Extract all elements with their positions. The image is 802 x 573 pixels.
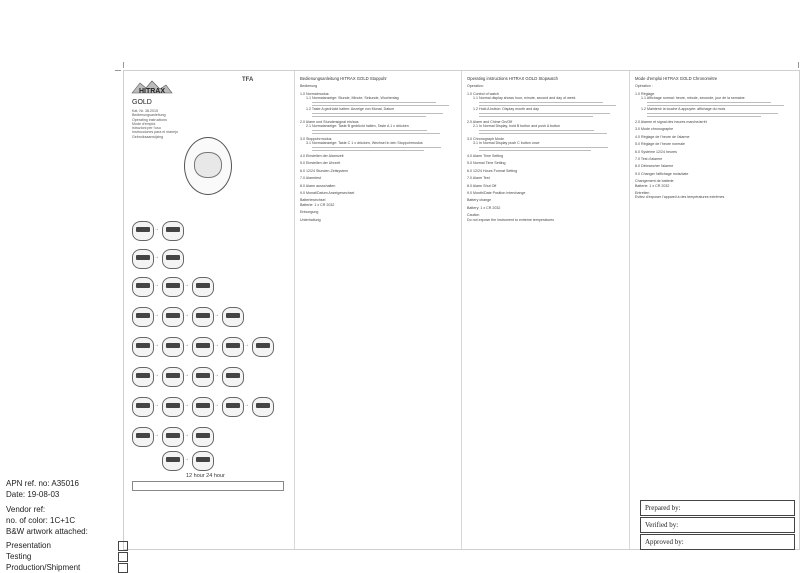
vendor-ref: Vendor ref: bbox=[6, 505, 46, 514]
model-name bbox=[132, 99, 152, 106]
lcd-digits bbox=[196, 457, 210, 462]
watch-display-diagram bbox=[132, 397, 154, 417]
lcd-digits bbox=[166, 283, 180, 288]
instruction-line: Batterie: 1 x CR 2032 bbox=[300, 202, 335, 207]
testing-checkbox[interactable] bbox=[118, 552, 128, 562]
text-filler bbox=[312, 130, 427, 131]
arrow-right-icon: → bbox=[184, 402, 189, 408]
date: Date: 19-08-03 bbox=[6, 490, 60, 499]
text-filler bbox=[312, 116, 426, 117]
arrow-right-icon: → bbox=[244, 402, 249, 408]
instruction-line: Evitez d'exposer l'appareil à des températures extrêmes bbox=[635, 195, 725, 200]
instruction-line: 5.0 Normal Time Setting bbox=[467, 161, 506, 166]
lcd-digits bbox=[136, 373, 150, 378]
watch-display-diagram bbox=[132, 337, 154, 357]
text-filler bbox=[647, 113, 778, 114]
crop-mark bbox=[798, 62, 799, 68]
arrow-right-icon: → bbox=[184, 432, 189, 438]
instruction-line: 8.0 Débrancher l'alarme bbox=[635, 164, 674, 169]
crop-mark bbox=[123, 62, 124, 68]
text-filler bbox=[479, 133, 607, 134]
lcd-digits bbox=[226, 403, 240, 408]
instruction-line: 5.0 Réglage de l'heure normale bbox=[635, 142, 686, 147]
instruction-line: 4.0 Réglage de l'heure de l'alarme bbox=[635, 134, 690, 139]
instruction-line: 7.0 Alarmtest bbox=[300, 176, 321, 181]
instruction-line: 1.0 Normalmodus: bbox=[300, 91, 330, 96]
instruction-line: Opération : bbox=[635, 84, 653, 89]
check-label: Presentation bbox=[6, 541, 51, 550]
lcd-digits bbox=[256, 343, 270, 348]
instruction-line: 2.1 In Normal Display, hold B button and push A button bbox=[473, 124, 561, 129]
lcd-digits bbox=[136, 283, 150, 288]
instruction-line: 3.1 In Normal Display push C button once bbox=[473, 141, 540, 146]
check-testing bbox=[6, 551, 128, 562]
arrow-right-icon: → bbox=[214, 342, 219, 348]
watch-display-diagram bbox=[162, 249, 184, 269]
instruction-line: 1.0 Réglage bbox=[635, 91, 655, 96]
instruction-line: Battery change bbox=[467, 198, 492, 203]
watch-illustration bbox=[184, 137, 232, 195]
lcd-digits bbox=[166, 343, 180, 348]
french-instructions bbox=[635, 77, 795, 200]
instruction-line: 6.0 Système 12/24 heures bbox=[635, 149, 677, 154]
watch-display-diagram bbox=[162, 367, 184, 387]
watch-display-diagram bbox=[192, 367, 214, 387]
approved-by-field[interactable]: Approved by: bbox=[640, 534, 795, 550]
logo-text: HITRAX bbox=[138, 88, 166, 95]
arrow-right-icon: → bbox=[154, 226, 159, 232]
watch-display-diagram bbox=[192, 277, 214, 297]
instruction-line: 1.1 Normal display shows hour, minute, second and day of week bbox=[473, 96, 576, 101]
watch-display-diagram bbox=[162, 451, 184, 471]
production-checkbox[interactable] bbox=[118, 563, 128, 573]
lcd-digits bbox=[166, 373, 180, 378]
text-filler bbox=[647, 105, 784, 106]
lcd-digits bbox=[136, 227, 150, 232]
text-filler bbox=[479, 130, 594, 131]
instruction-line: 4.0 Einstellen der Alarmzeit bbox=[300, 154, 344, 158]
instruction-line: 1.2 Taste A gedrückt halten: Anzeige von Monat, Datum bbox=[306, 107, 395, 112]
watch-display-diagram bbox=[132, 367, 154, 387]
fold-line bbox=[629, 71, 630, 549]
watch-display-diagram bbox=[132, 427, 154, 447]
instruction-line: 2.0 Alarme et signal des heures marche/arrêt bbox=[635, 120, 707, 124]
lcd-digits bbox=[136, 343, 150, 348]
german-instructions bbox=[300, 77, 460, 222]
watch-display-diagram bbox=[162, 397, 184, 417]
instruction-line: 1.1 Affichage normal: heure, minute, seconde, jour de la semaine bbox=[641, 96, 745, 101]
prepared-by-field[interactable]: Prepared by: bbox=[640, 500, 795, 516]
presentation-checkbox[interactable] bbox=[118, 541, 128, 551]
lcd-digits bbox=[166, 255, 180, 260]
article-number: Kat. Nr. 38.2015 bbox=[132, 109, 158, 113]
instruction-line: 8.0 Alarm ausschalten bbox=[300, 183, 336, 188]
watch-display-diagram bbox=[192, 337, 214, 357]
arrow-right-icon: → bbox=[184, 456, 189, 462]
instruction-line: 3.0 Mode chronographe bbox=[635, 127, 674, 132]
watch-display-diagram bbox=[132, 277, 154, 297]
watch-display-diagram bbox=[222, 367, 244, 387]
instruction-line: 6.0 12/24 Stunden-Zeitsystem bbox=[300, 168, 348, 173]
tfa-mark: TFA bbox=[242, 77, 254, 83]
watch-display-diagram bbox=[132, 249, 154, 269]
panel-heading: Mode d'emploi HITRAX GOLD Chronomètre bbox=[635, 76, 718, 81]
caption-box bbox=[132, 481, 284, 491]
instruction-line: 4.0 Alarm Time Setting bbox=[467, 154, 504, 158]
lcd-digits bbox=[166, 313, 180, 318]
lcd-digits bbox=[196, 343, 210, 348]
apn-ref: APN ref. no: A35016 bbox=[6, 479, 79, 488]
instruction-line: Batteriewechsel bbox=[300, 198, 326, 203]
language-item: Gebruiksaanwijzing bbox=[132, 134, 164, 139]
lcd-digits bbox=[136, 255, 150, 260]
watch-display-diagram bbox=[162, 307, 184, 327]
arrow-right-icon: → bbox=[244, 342, 249, 348]
lcd-digits bbox=[136, 403, 150, 408]
instruction-line: Battery: 1 x CR 2032 bbox=[467, 205, 501, 210]
instruction-line: Entretien bbox=[635, 191, 650, 196]
instruction-line: 2.0 Alarm und Stundensignal ein/aus bbox=[300, 120, 359, 124]
arrow-right-icon: → bbox=[214, 402, 219, 408]
instruction-line: 1.1 Normalanzeige: Stunde, Minute, Sekunde, Wochentag bbox=[306, 96, 399, 101]
watch-display-diagram bbox=[222, 337, 244, 357]
watch-display-diagram bbox=[192, 397, 214, 417]
english-instructions bbox=[467, 77, 627, 222]
watch-display-diagram bbox=[192, 307, 214, 327]
text-filler bbox=[312, 102, 436, 103]
panel-heading: Bedienungsanleitung HITRAX GOLD Stoppuhr bbox=[300, 76, 387, 81]
instruction-line: 1.2 Hold A button: Display month and day bbox=[473, 107, 539, 112]
watch-display-diagram bbox=[222, 397, 244, 417]
text-filler bbox=[479, 105, 616, 106]
instruction-line: Changement de batterie bbox=[635, 179, 674, 184]
instruction-line: 8.0 Alarm Shut Off bbox=[467, 183, 497, 188]
model-label: GOLD bbox=[132, 99, 152, 106]
check-production bbox=[6, 562, 128, 573]
language-item: Mode d'emploi bbox=[132, 121, 156, 126]
lcd-digits bbox=[136, 433, 150, 438]
arrow-right-icon: → bbox=[154, 282, 159, 288]
text-filler bbox=[312, 113, 443, 114]
fold-line bbox=[461, 71, 462, 549]
instruction-line: 2.1 Normalanzeige: Taste B gedrückt halten, Taste A 1 x drücken bbox=[306, 124, 409, 129]
vendor-info bbox=[6, 478, 128, 573]
language-item: Operating instructions bbox=[132, 117, 167, 122]
watch-display-diagram bbox=[162, 427, 184, 447]
language-item: Istruzioni per l'uso bbox=[132, 126, 161, 131]
watch-display-diagram bbox=[252, 397, 274, 417]
instruction-line: 6.0 12/24 Hours Format Setting bbox=[467, 168, 518, 173]
arrow-right-icon: → bbox=[214, 372, 219, 378]
text-filler bbox=[647, 116, 761, 117]
instruction-line: Entsorgung bbox=[300, 210, 319, 215]
instruction-line: 7.0 Alarm Test bbox=[467, 176, 490, 181]
arrow-right-icon: → bbox=[184, 342, 189, 348]
text-filler bbox=[312, 150, 424, 151]
hitrax-logo-icon bbox=[130, 79, 174, 97]
instruction-line: Batterie: 1 x CR 2032 bbox=[635, 183, 670, 188]
check-label: Production/Shipment bbox=[6, 563, 81, 572]
watch-display-diagram bbox=[222, 307, 244, 327]
arrow-right-icon: → bbox=[154, 342, 159, 348]
text-filler bbox=[479, 102, 603, 103]
check-label: Testing bbox=[6, 552, 32, 561]
text-filler bbox=[479, 113, 610, 114]
instruction-line: 9.0 Monat/Datum Anzeigewechsel bbox=[300, 191, 355, 196]
arrow-right-icon: → bbox=[184, 282, 189, 288]
instruction-line: 3.0 Chronograph Mode bbox=[467, 137, 504, 141]
instruction-line: 9.0 Month/Date Position Interchange bbox=[467, 191, 526, 196]
watch-display-diagram bbox=[132, 221, 154, 241]
crop-mark bbox=[115, 70, 121, 71]
arrow-right-icon: → bbox=[154, 432, 159, 438]
instruction-line: Do not expose the instrument to extreme temperatures bbox=[467, 217, 555, 222]
text-filler bbox=[479, 147, 608, 148]
watch-display bbox=[194, 152, 222, 178]
instruction-sheet bbox=[123, 70, 800, 550]
lcd-digits bbox=[136, 313, 150, 318]
lcd-digits bbox=[226, 313, 240, 318]
arrow-right-icon: → bbox=[214, 312, 219, 318]
text-filler bbox=[479, 116, 593, 117]
instruction-line: 7.0 Test d'alarme bbox=[635, 157, 663, 162]
lcd-digits bbox=[196, 373, 210, 378]
lcd-digits bbox=[166, 457, 180, 462]
arrow-right-icon: → bbox=[184, 372, 189, 378]
watch-display-diagram bbox=[162, 221, 184, 241]
watch-display-diagram bbox=[162, 277, 184, 297]
arrow-right-icon: → bbox=[154, 372, 159, 378]
lcd-digits bbox=[166, 433, 180, 438]
instruction-line: 9.0 Changer l'affichage mois/date bbox=[635, 171, 689, 176]
hour-toggle-label: 12 hour 24 hour bbox=[186, 473, 225, 479]
instruction-line: Bedienung bbox=[300, 84, 318, 89]
panel-heading: Operating instructions HITRAX GOLD Stopwatch bbox=[467, 76, 558, 81]
instruction-line: 3.0 Stoppuhrmodus bbox=[300, 137, 332, 141]
lcd-digits bbox=[196, 403, 210, 408]
check-presentation bbox=[6, 540, 128, 551]
watch-display-diagram bbox=[162, 337, 184, 357]
language-item: Bedienungsanleitung bbox=[132, 113, 166, 118]
text-filler bbox=[647, 102, 771, 103]
watch-display-diagram bbox=[192, 451, 214, 471]
artwork-attached: B&W artwork attached: bbox=[6, 527, 88, 536]
text-filler bbox=[479, 150, 591, 151]
instruction-line: 1.0 Control of watch bbox=[467, 91, 499, 96]
language-list bbox=[132, 109, 178, 139]
colour-count: no. of color: 1C+1C bbox=[6, 516, 76, 525]
lcd-digits bbox=[196, 433, 210, 438]
lcd-digits bbox=[196, 283, 210, 288]
lcd-digits bbox=[196, 313, 210, 318]
instruction-line: 2.0 Alarm and Chime On/Off bbox=[467, 120, 513, 124]
instruction-line: Operation: bbox=[467, 84, 484, 89]
watch-display-diagram bbox=[132, 307, 154, 327]
arrow-right-icon: → bbox=[154, 254, 159, 260]
text-filler bbox=[312, 133, 440, 134]
fold-line bbox=[294, 71, 295, 549]
lcd-digits bbox=[166, 227, 180, 232]
lcd-digits bbox=[166, 403, 180, 408]
instruction-line: Unterhaltung bbox=[300, 217, 321, 222]
lcd-digits bbox=[256, 403, 270, 408]
arrow-right-icon: → bbox=[184, 312, 189, 318]
lcd-digits bbox=[226, 373, 240, 378]
arrow-right-icon: → bbox=[154, 402, 159, 408]
verified-by-field[interactable]: Verified by: bbox=[640, 517, 795, 533]
instruction-line: 3.1 Normalanzeige: Taste C 1 x drücken, Wechsel in den Stoppuhrmodus bbox=[306, 141, 423, 146]
text-filler bbox=[312, 147, 441, 148]
lcd-digits bbox=[226, 343, 240, 348]
language-item: Instrucciones para el manejo bbox=[132, 130, 178, 135]
watch-display-diagram bbox=[252, 337, 274, 357]
watch-display-diagram bbox=[192, 427, 214, 447]
instruction-line: 1.2 Maintenir la touche A appuyée: affichage du mois bbox=[641, 107, 726, 112]
instruction-line: Caution bbox=[467, 213, 480, 218]
text-filler bbox=[312, 105, 449, 106]
arrow-right-icon: → bbox=[154, 312, 159, 318]
instruction-line: 5.0 Einstellen der Uhrzeit bbox=[300, 161, 341, 166]
